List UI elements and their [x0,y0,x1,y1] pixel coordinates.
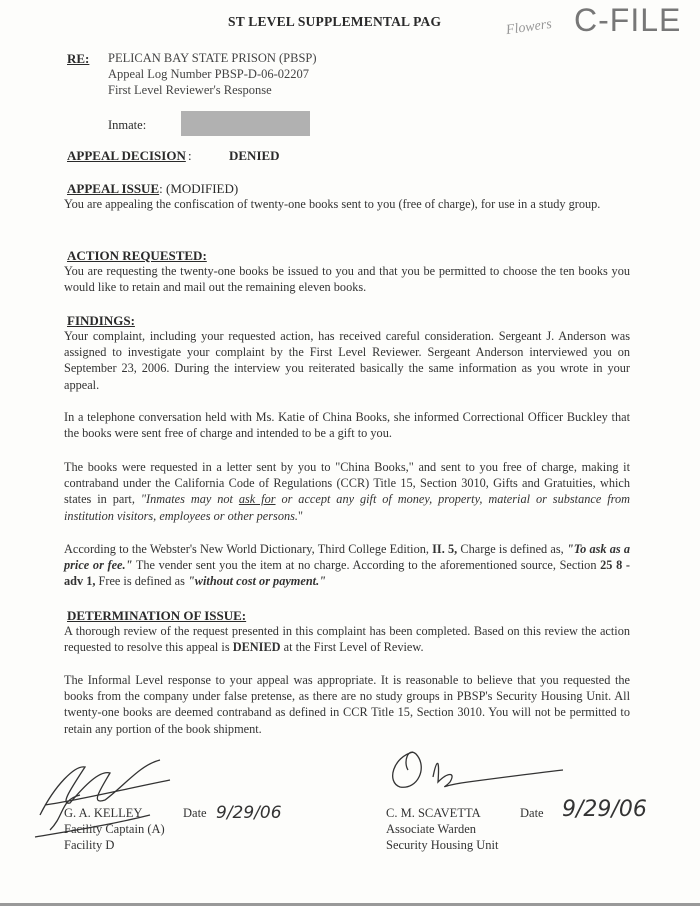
right-signatory-block [386,805,499,853]
action-requested-text: You are requesting the twenty-one books be issued to you and that you be permitted to choose the ten books you would like to retain and mail out the remaining eleven books. [64,264,630,295]
findings-p3-quote-rest: or accept any gift of money, property, material or substance from institution visitors, employees or other persons. [64,492,630,523]
scavetta-signature [378,742,578,807]
right-date-value: 9/29/06 [562,797,647,822]
appeal-issue-heading [67,181,238,197]
findings-p4-section: 25 8 -adv 1, [64,558,630,589]
right-date-label: Date [520,806,544,820]
appeal-decision-heading: APPEAL DECISION [67,148,186,163]
handwritten-note: Flowers [505,16,553,39]
determination-p1-end: at the First Level of Review. [280,640,424,655]
appeal-issue-suffix: : (MODIFIED) [159,181,239,196]
inmate-label: Inmate: [108,118,147,132]
determination-paragraph-2: The Informal Level response to your appeal was appropriate. It is reasonable to believe that you requested the books from the company under false pretense, as there are no study groups in PBSP's Security Housing Unit. All twenty-one books are deemed contraband as defined in CCR Title 15, Section 3010. You will not be permitted to retain any portion of the book shipment. [64,673,630,736]
appeal-issue-title: APPEAL ISSUE [67,181,160,196]
re-block [108,50,317,98]
findings-heading: FINDINGS: [67,313,135,328]
redacted-inmate-name [181,111,310,136]
findings-p3-quote-underlined: ask for [238,492,276,507]
findings-p4-middle: The vender sent you the item at no charge. According to the aforementioned source, Section [132,558,601,573]
determination-p1-text: A thorough review of the request presented in this complaint has been completed. Based on this review the action requested to resolve this appeal is [64,624,630,655]
left-signatory-unit: Facility D [64,838,115,852]
right-signatory-title: Associate Warden [386,822,477,836]
re-label: RE: [67,51,90,66]
findings-p3-quote-end: " [297,508,304,523]
left-signatory-block [64,805,165,853]
action-requested-heading: ACTION REQUESTED: [67,248,207,263]
findings-p4-entry: II. 5, [432,542,458,556]
document-title: ST LEVEL SUPPLEMENTAL PAG [228,14,442,29]
findings-p4-free: Free is defined as [95,574,188,589]
c-file-stamp: C-FILE [574,2,682,38]
findings-p4-charge: Charge is defined as, [457,542,567,556]
re-line-log-number: Appeal Log Number PBSP-D-06-02207 [108,67,310,81]
appeal-issue-text: You are appealing the confiscation of twenty-one books sent to you (free of charge), for use in a study group. [64,197,601,211]
findings-p4-intro: According to the Webster's New World Dictionary, Third College Edition, [64,542,433,556]
findings-paragraph-2: In a telephone conversation held with Ms. Katie of China Books, she informed Correctional Officer Buckley that the books were sent free of charge and intended to be a gift to you. [64,410,630,441]
determination-paragraph-1 [64,623,630,655]
findings-paragraph-1: Your complaint, including your requested action, has received careful consideration. Sergeant J. Anderson was assigned to investigate your complaint by the First Level Reviewer. Sergeant Anderson interviewed you on September 23, 2006. During the interview you reiterated basically the same information as you wrote in your appeal. [64,329,630,392]
appeal-decision-value: DENIED [229,148,280,163]
right-signatory-unit: Security Housing Unit [386,838,499,852]
appeal-decision-colon: : [188,148,192,163]
appeal-decision-label [67,148,186,164]
findings-p4-charge-def: "To ask as a price or fee." [64,542,631,573]
re-line-prison: PELICAN BAY STATE PRISON (PBSP) [108,51,317,65]
determination-p1-decision: DENIED [232,640,281,655]
left-date-label: Date [183,806,207,820]
right-signatory-name: C. M. SCAVETTA [386,806,481,820]
left-signatory-name: G. A. KELLEY [64,806,143,820]
findings-paragraph-4 [64,541,630,590]
determination-heading: DETERMINATION OF ISSUE: [67,608,247,623]
findings-p3-text: The books were requested in a letter sent by you to "China Books," and sent to you free of charge, making it contraband under the California Code of Regulations (CCR) Title 15, Section 3010, Gifts and Gratuities, which states in part, [64,460,630,507]
left-signatory-title: Facility Captain (A) [64,822,165,836]
findings-paragraph-3 [64,459,630,524]
left-date-value: 9/29/06 [216,803,282,823]
findings-p4-free-def: "without cost or payment." [187,574,326,589]
findings-p3-quote-start: "Inmates may not [140,492,239,507]
re-line-response: First Level Reviewer's Response [108,83,272,97]
